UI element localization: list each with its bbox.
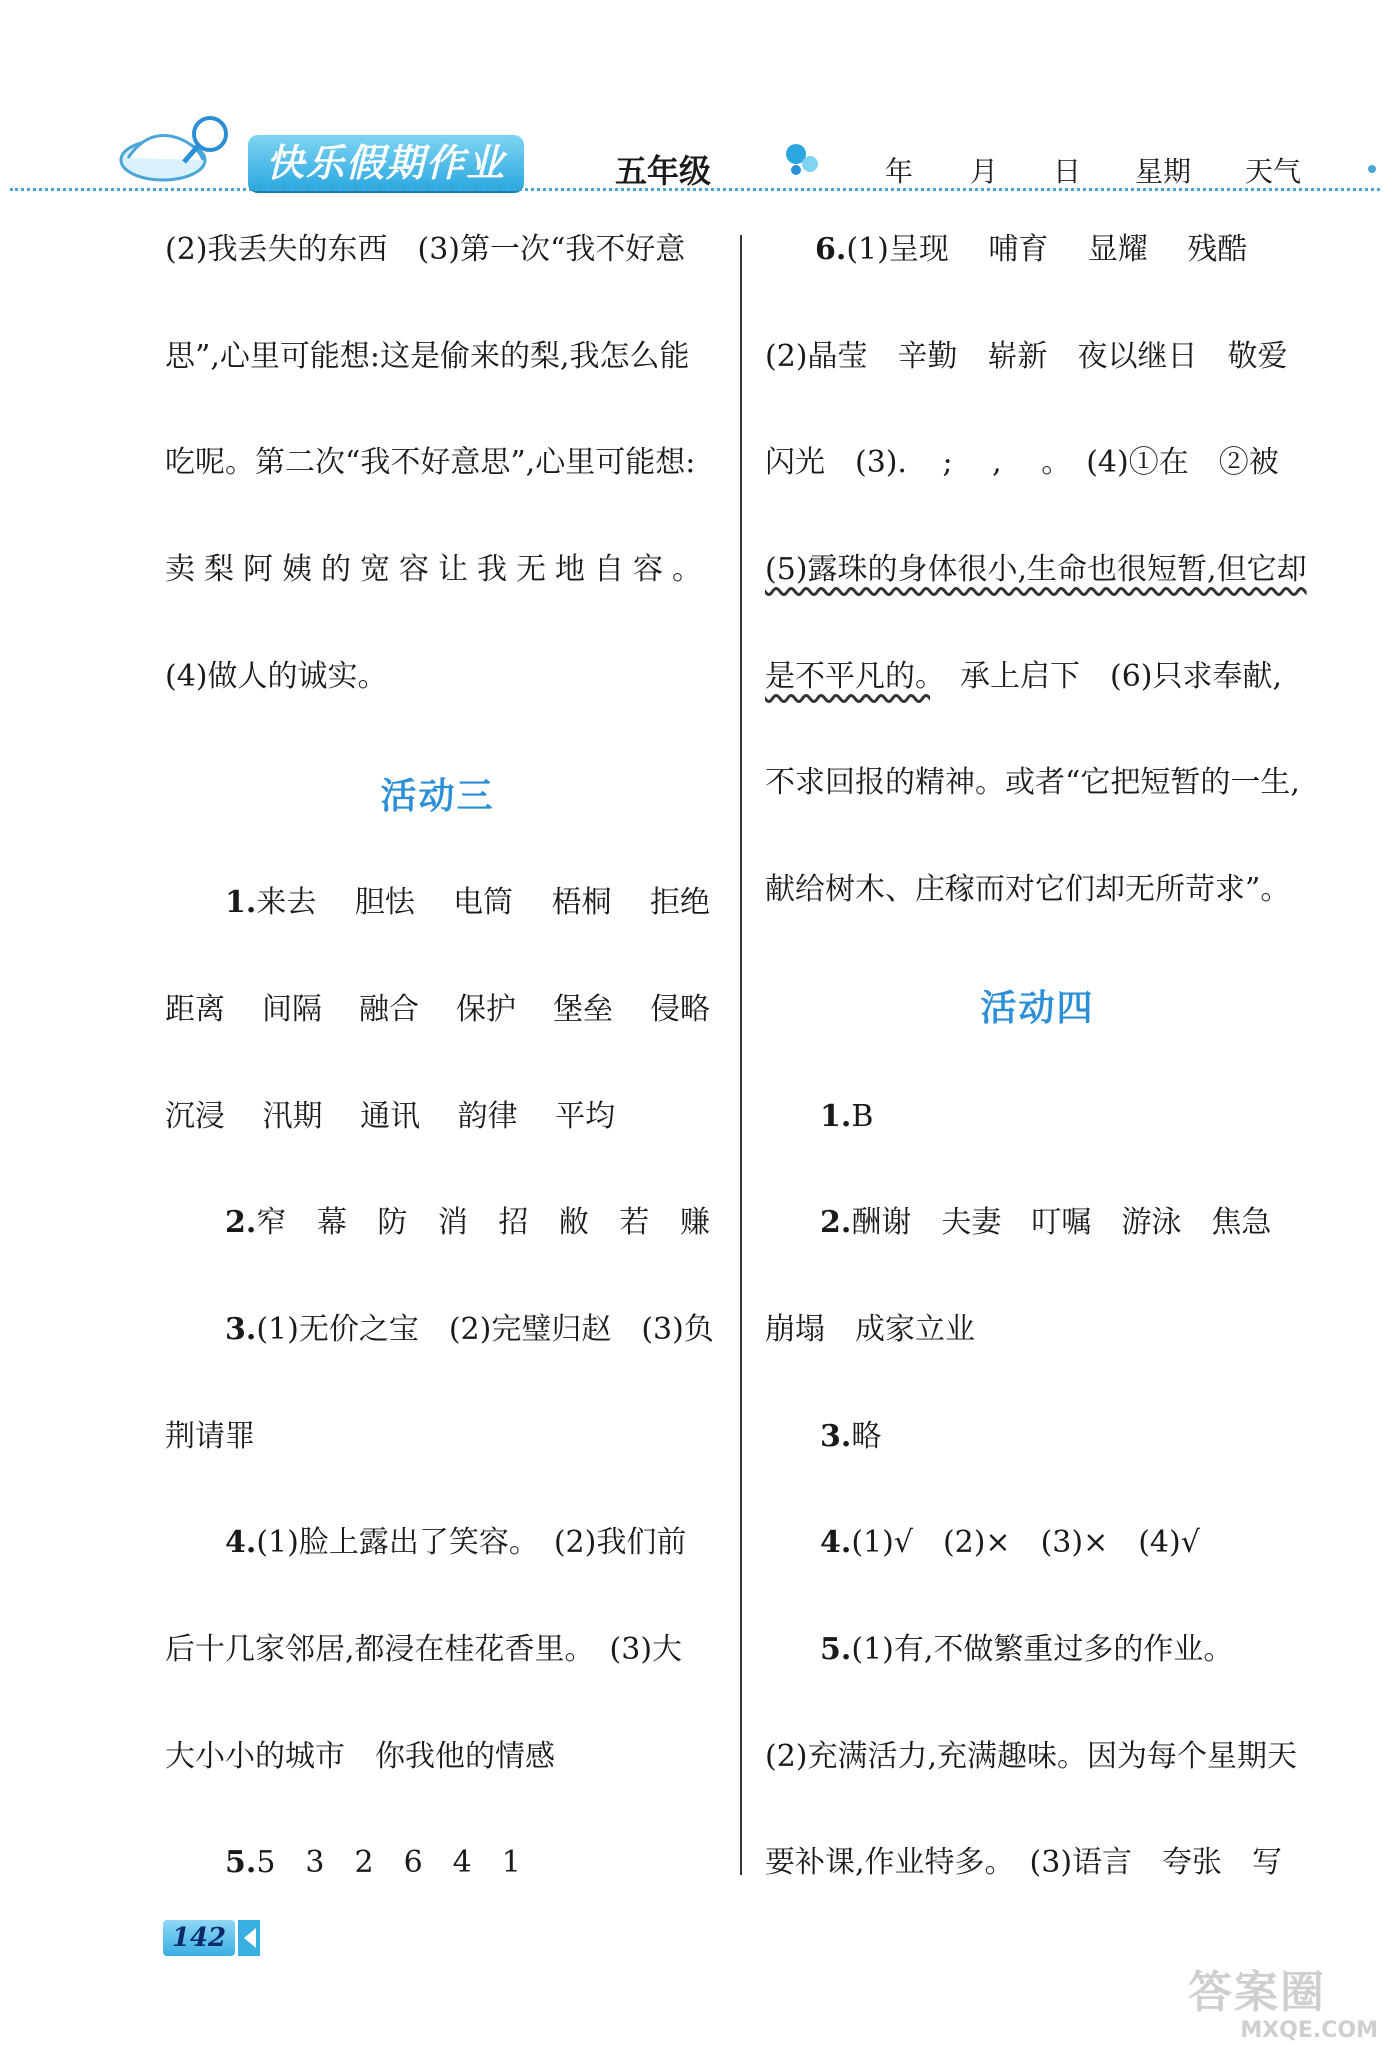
underlined-text: 是不平凡的。 bbox=[765, 659, 930, 694]
answer-text: (1)呈现 哺育 显耀 残酷 bbox=[846, 232, 1248, 267]
answer-text: 略 bbox=[851, 1419, 882, 1454]
q6-line bbox=[765, 230, 1310, 270]
q3-line: 荆请罪 bbox=[165, 1419, 255, 1454]
r-q1-line bbox=[765, 1097, 1310, 1137]
field-weekday: 星期 bbox=[1135, 155, 1192, 188]
bubble-icon bbox=[782, 140, 822, 180]
q4-line: 大小小的城市 你我他的情感 bbox=[165, 1739, 555, 1774]
column-divider bbox=[740, 235, 742, 1875]
q5-line bbox=[165, 1843, 710, 1883]
underlined-text: (5)露珠的身体很小,生命也很短暂,但它却 bbox=[765, 552, 1307, 587]
page-number: 142 bbox=[163, 1920, 235, 1956]
left-line: 卖梨阿姨的宽容让我无地自容。 bbox=[165, 552, 711, 587]
left-line: 吃呢。第二次“我不好意思”,心里可能想: bbox=[165, 445, 696, 480]
char: 窄 bbox=[256, 1205, 287, 1240]
question-number: 6. bbox=[815, 232, 847, 267]
q1-line bbox=[165, 990, 710, 1030]
left-line: (2)我丢失的东西 (3)第一次“我不好意 bbox=[165, 232, 686, 267]
question-number: 5. bbox=[820, 1632, 852, 1667]
word: 电筒 bbox=[453, 885, 514, 920]
r-q5-line: (2)充满活力,充满趣味。因为每个星期天 bbox=[765, 1739, 1298, 1774]
header-dot bbox=[1368, 165, 1376, 173]
q1-line bbox=[165, 1097, 710, 1137]
question-number: 2. bbox=[820, 1205, 852, 1240]
question-number: 2. bbox=[225, 1205, 257, 1240]
question-number: 4. bbox=[820, 1525, 852, 1560]
r-q2-line bbox=[765, 1203, 1310, 1243]
word: 拒绝 bbox=[649, 885, 710, 920]
q4-line bbox=[165, 1523, 710, 1563]
q6-line: 献给树木、庄稼而对它们却无所苛求”。 bbox=[765, 872, 1291, 907]
field-day: 日 bbox=[1053, 155, 1082, 188]
answer-text: B bbox=[851, 1099, 874, 1134]
watermark bbox=[1188, 1968, 1378, 2048]
r-q4-line bbox=[765, 1523, 1310, 1563]
answer-text: (1)无价之宝 (2)完璧归赵 (3)负 bbox=[256, 1312, 714, 1347]
q6-line bbox=[765, 550, 1310, 590]
answer-text: (1)√ (2)× (3)× (4)√ bbox=[851, 1525, 1200, 1560]
word: 平均 bbox=[555, 1099, 616, 1134]
section-heading-4: 活动四 bbox=[980, 988, 1095, 1029]
section-heading-3: 活动三 bbox=[380, 776, 495, 817]
r-q5-line bbox=[765, 1630, 1310, 1670]
q1-line bbox=[165, 883, 710, 923]
q2-line bbox=[165, 1203, 710, 1243]
word: 沉浸 bbox=[165, 1099, 225, 1134]
word: 距离 bbox=[165, 992, 225, 1027]
char: 幕 bbox=[316, 1205, 347, 1240]
char: 若 bbox=[619, 1205, 650, 1240]
question-number: 1. bbox=[820, 1099, 852, 1134]
answer-text: 酬谢 夫妻 叮嘱 游泳 焦急 bbox=[851, 1205, 1272, 1240]
question-number: 3. bbox=[820, 1419, 852, 1454]
triangle-left-icon bbox=[238, 1920, 260, 1956]
book-title: 快乐假期作业 bbox=[248, 135, 524, 191]
field-weather: 天气 bbox=[1245, 155, 1302, 188]
header-divider bbox=[10, 188, 1380, 191]
q6-line bbox=[765, 657, 1310, 697]
question-number: 4. bbox=[225, 1525, 257, 1560]
watermark-main: 答案圈 bbox=[1188, 1967, 1326, 2018]
word: 韵律 bbox=[457, 1099, 518, 1134]
word: 侵略 bbox=[650, 992, 710, 1027]
word: 堡垒 bbox=[553, 992, 613, 1027]
page-header bbox=[0, 0, 1390, 200]
word: 间隔 bbox=[262, 992, 322, 1027]
r-q5-line: 要补课,作业特多。 (3)语言 夸张 写 bbox=[765, 1845, 1283, 1880]
question-number: 3. bbox=[225, 1312, 257, 1347]
word: 通讯 bbox=[360, 1099, 421, 1134]
answer-text: (1)有,不做繁重过多的作业。 bbox=[851, 1632, 1234, 1667]
char: 消 bbox=[437, 1205, 468, 1240]
watermark-sub: MXQE.COM bbox=[1240, 2018, 1378, 2043]
word: 梧桐 bbox=[551, 885, 612, 920]
word: 融合 bbox=[359, 992, 419, 1027]
q3-line bbox=[165, 1310, 714, 1350]
answer-text: 5 3 2 6 4 1 bbox=[256, 1845, 521, 1880]
shoe-magnifier-icon bbox=[118, 108, 238, 188]
word: 汛期 bbox=[262, 1099, 323, 1134]
field-year: 年 bbox=[885, 155, 914, 188]
char: 敝 bbox=[558, 1205, 589, 1240]
r-q3-line bbox=[765, 1417, 1310, 1457]
grade-label: 五年级 bbox=[615, 152, 712, 190]
question-number: 1. bbox=[225, 885, 257, 920]
word: 胆怯 bbox=[354, 885, 415, 920]
left-line: (4)做人的诚实。 bbox=[165, 659, 388, 694]
question-number: 5. bbox=[225, 1845, 257, 1880]
q6-line: 闪光 (3)． ; , 。 (4)①在 ②被 bbox=[765, 445, 1279, 480]
left-line: 思”,心里可能想:这是偷来的梨,我怎么能 bbox=[165, 339, 690, 374]
word: 来去 bbox=[256, 885, 317, 920]
r-q2-line: 崩塌 成家立业 bbox=[765, 1312, 975, 1347]
q6-line: 不求回报的精神。或者“它把短暂的一生, bbox=[765, 765, 1300, 800]
field-month: 月 bbox=[970, 155, 999, 188]
word: 保护 bbox=[456, 992, 516, 1027]
char: 赚 bbox=[679, 1205, 710, 1240]
char: 防 bbox=[377, 1205, 408, 1240]
char: 招 bbox=[498, 1205, 529, 1240]
q6-line: (2)晶莹 辛勤 崭新 夜以继日 敬爱 bbox=[765, 339, 1288, 374]
answer-text: (1)脸上露出了笑容。 (2)我们前 bbox=[256, 1525, 687, 1560]
q4-line: 后十几家邻居,都浸在桂花香里。 (3)大 bbox=[165, 1632, 683, 1667]
answer-text: 承上启下 (6)只求奉献, bbox=[930, 659, 1283, 694]
